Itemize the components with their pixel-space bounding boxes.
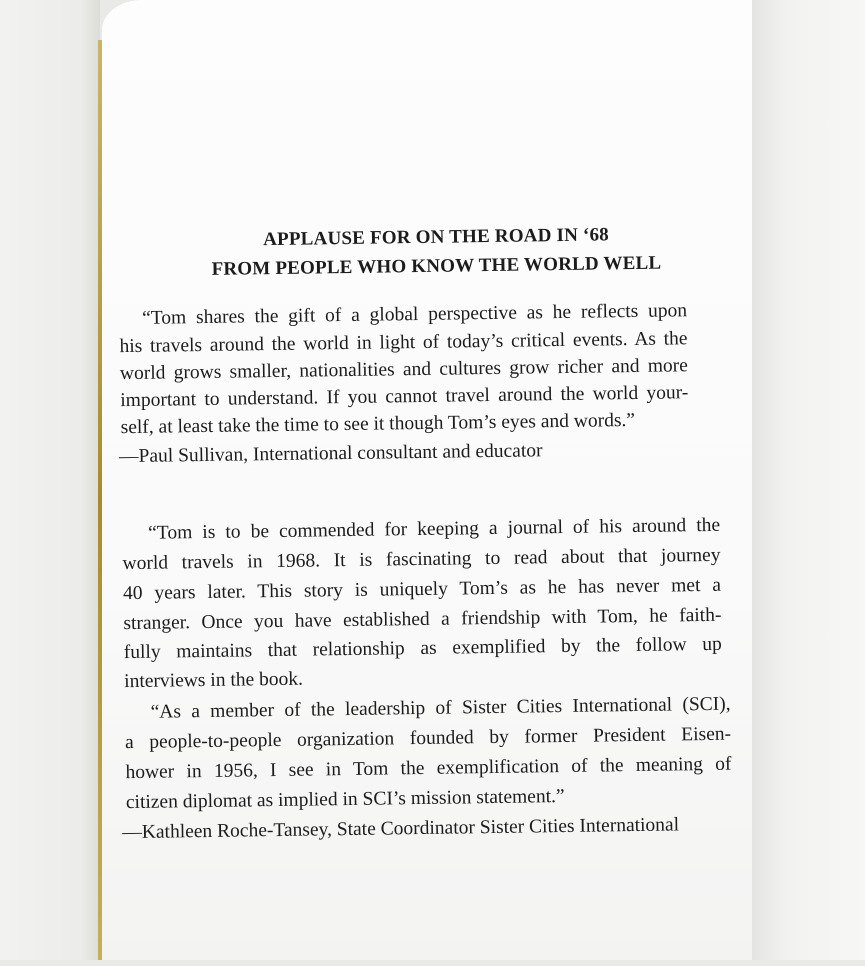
text-line: interviews in the book. <box>124 668 304 693</box>
text-line: world travels in 1968. It is fascinating to read about that journey <box>122 544 721 575</box>
text-line: fully maintains that relationship as exemplified by the follow up <box>123 633 722 664</box>
text-line: his travels around the world in light of today’s critical events. As the <box>119 328 688 358</box>
text-line: self, at least take the time to see it though Tom’s eyes and words.” <box>120 409 636 439</box>
text-line: world grows smaller, nationalities and cultures grow richer and more <box>119 355 689 385</box>
text-line: hower in 1956, I see in Tom the exemplification of the meaning of <box>125 753 732 784</box>
text-line: a people-to-people organization founded by former President Eisen- <box>124 723 732 754</box>
heading-line-1: APPLAUSE FOR ON THE ROAD IN ‘68 <box>263 224 610 251</box>
attribution: —Kathleen Roche-Tansey, State Coordinator Sister Cities International <box>122 814 680 844</box>
attribution: —Paul Sullivan, International consultant and educator <box>118 440 543 468</box>
text-line: “As a member of the leadership of Sister Cities International (SCI), <box>150 693 731 723</box>
heading-line-2: FROM PEOPLE WHO KNOW THE WORLD WELL <box>211 252 662 280</box>
text-line: “Tom shares the gift of a global perspective as he reflects upon <box>142 300 688 329</box>
text-line: 40 years later. This story is uniquely Tom’s as he has never met a <box>122 574 722 605</box>
text-line: important to understand. If you cannot travel around the world your- <box>120 382 689 412</box>
text-line: “Tom is to be commended for keeping a journal of his around the <box>148 514 721 544</box>
text-line: stranger. Once you have established a friendship with Tom, he faith- <box>123 604 722 635</box>
text-line: citizen diplomat as implied in SCI’s mission statement.” <box>125 786 565 814</box>
